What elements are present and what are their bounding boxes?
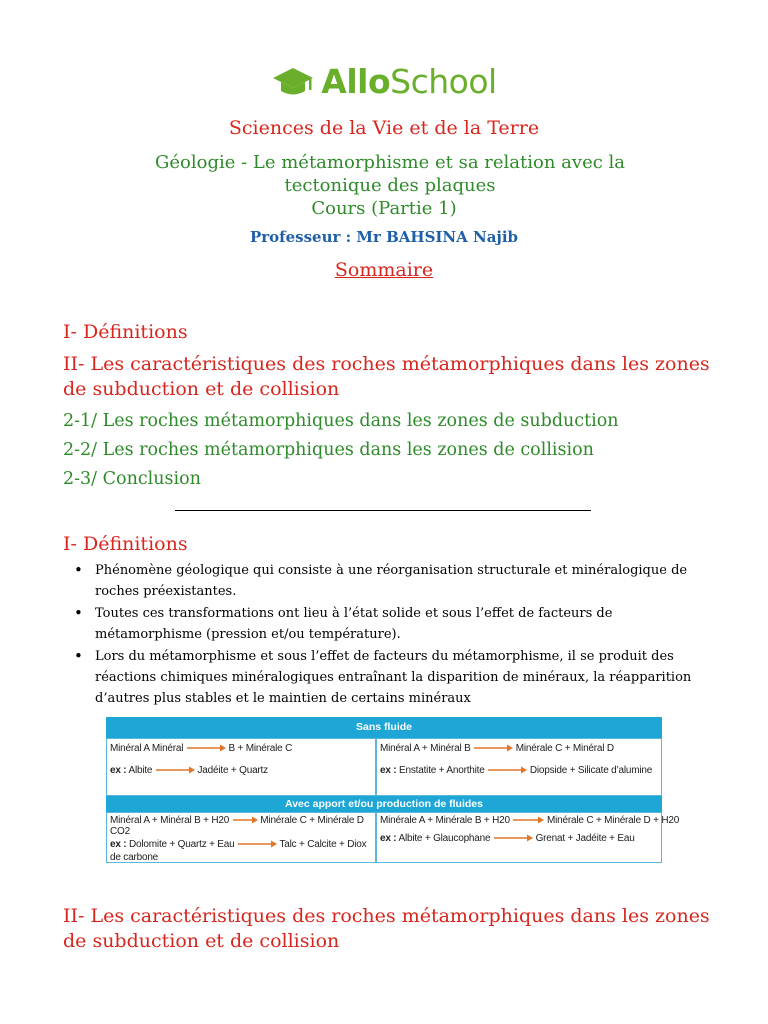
arrow-icon bbox=[186, 744, 226, 752]
equation-right: B + Minérale C bbox=[228, 743, 293, 754]
reactions-table bbox=[106, 717, 680, 863]
logo-brand-regular: School bbox=[390, 62, 497, 101]
list-item: • Lors du métamorphisme et sous l’effet de facteurs du métamorphisme, il se produit des réactions chimiques minéralogiques entraînant la disparition de minéraux, la réapparition d’autres plus stables et le maintien de certains minéraux bbox=[68, 646, 708, 709]
chapter-title: Géologie - Le métamorphisme et sa relation avec la tectonique des plaques bbox=[154, 152, 626, 196]
example-left: Enstatite + Anorthite bbox=[399, 765, 485, 776]
example-right: Grenat + Jadéite + Eau bbox=[535, 833, 635, 844]
example-left: Albite bbox=[128, 765, 153, 776]
alloschool-logo bbox=[0, 62, 768, 101]
example-label: ex : bbox=[110, 839, 127, 850]
summary-item-characteristics[interactable]: II- Les caractéristiques des roches métamorphiques dans les zones de subduction et de collision bbox=[63, 353, 710, 400]
summary-subitem-subduction[interactable]: 2-1/ Les roches métamorphiques dans les zones de subduction bbox=[63, 411, 619, 431]
divider bbox=[175, 510, 591, 511]
table-cell bbox=[106, 738, 376, 796]
example-label: ex : bbox=[110, 765, 127, 776]
arrow-icon bbox=[232, 816, 258, 824]
example-label: ex : bbox=[380, 765, 397, 776]
arrow-icon bbox=[473, 744, 513, 752]
arrow-icon bbox=[237, 840, 277, 848]
table-cell bbox=[376, 738, 662, 796]
arrow-icon bbox=[487, 766, 527, 774]
list-item: • Phénomène géologique qui consiste à une réorganisation structurale et minéralogique de roches préexistantes. bbox=[68, 560, 708, 602]
section-title-characteristics: II- Les caractéristiques des roches métamorphiques dans les zones de subduction et de collision bbox=[63, 905, 710, 952]
logo-brand-bold: Allo bbox=[321, 62, 391, 101]
summary-subitem-collision[interactable]: 2-2/ Les roches métamorphiques dans les zones de collision bbox=[63, 440, 594, 460]
example-label: ex : bbox=[380, 833, 397, 844]
example-continuation: de carbone bbox=[110, 852, 159, 863]
equation-left: Minéral A + Minéral B + H20 bbox=[110, 815, 230, 826]
example-left: Albite + Glaucophane bbox=[398, 833, 491, 844]
graduation-cap-icon bbox=[271, 64, 315, 100]
arrow-icon bbox=[512, 816, 544, 824]
list-item: • Toutes ces transformations ont lieu à l’état solide et sous l’effet de facteurs de métamorphisme (pression et/ou température). bbox=[68, 603, 708, 645]
equation-left: Minérale A + Minérale B + H20 bbox=[380, 815, 510, 826]
example-right: Diopside + Silicate d’alumine bbox=[529, 765, 653, 776]
summary-item-definitions[interactable]: I- Définitions bbox=[63, 321, 188, 343]
table-band-with-fluid: Avec apport et/ou production de fluides bbox=[106, 796, 662, 812]
subject-title: Sciences de la Vie et de la Terre bbox=[228, 117, 540, 139]
equation-left: Minéral A Minéral bbox=[110, 743, 184, 754]
equation-right: Minérale C + Minérale D + H20 bbox=[547, 815, 680, 826]
table-band-no-fluid: Sans fluide bbox=[106, 717, 662, 738]
arrow-icon bbox=[493, 834, 533, 842]
arrow-icon bbox=[155, 766, 195, 774]
course-title: Cours (Partie 1) bbox=[311, 198, 457, 219]
definition-list bbox=[68, 560, 708, 710]
table-cell bbox=[106, 812, 376, 863]
example-right: Talc + Calcite + Diox bbox=[279, 839, 367, 850]
example-left: Dolomite + Quartz + Eau bbox=[129, 839, 235, 850]
equation-left: Minéral A + Minéral B bbox=[380, 743, 471, 754]
equation-right: Minérale C + Minérale D bbox=[260, 815, 364, 826]
equation-right: Minérale C + Minéral D bbox=[515, 743, 614, 754]
example-right: Jadéite + Quartz bbox=[197, 765, 268, 776]
table-cell bbox=[376, 812, 680, 863]
equation-continuation: CO2 bbox=[110, 826, 130, 837]
professor-name: Professeur : Mr BAHSINA Najib bbox=[249, 228, 519, 246]
summary-subitem-conclusion[interactable]: 2-3/ Conclusion bbox=[63, 469, 201, 489]
section-title-definitions: I- Définitions bbox=[63, 533, 188, 555]
logo-text bbox=[321, 62, 496, 101]
summary-title: Sommaire bbox=[334, 259, 434, 281]
